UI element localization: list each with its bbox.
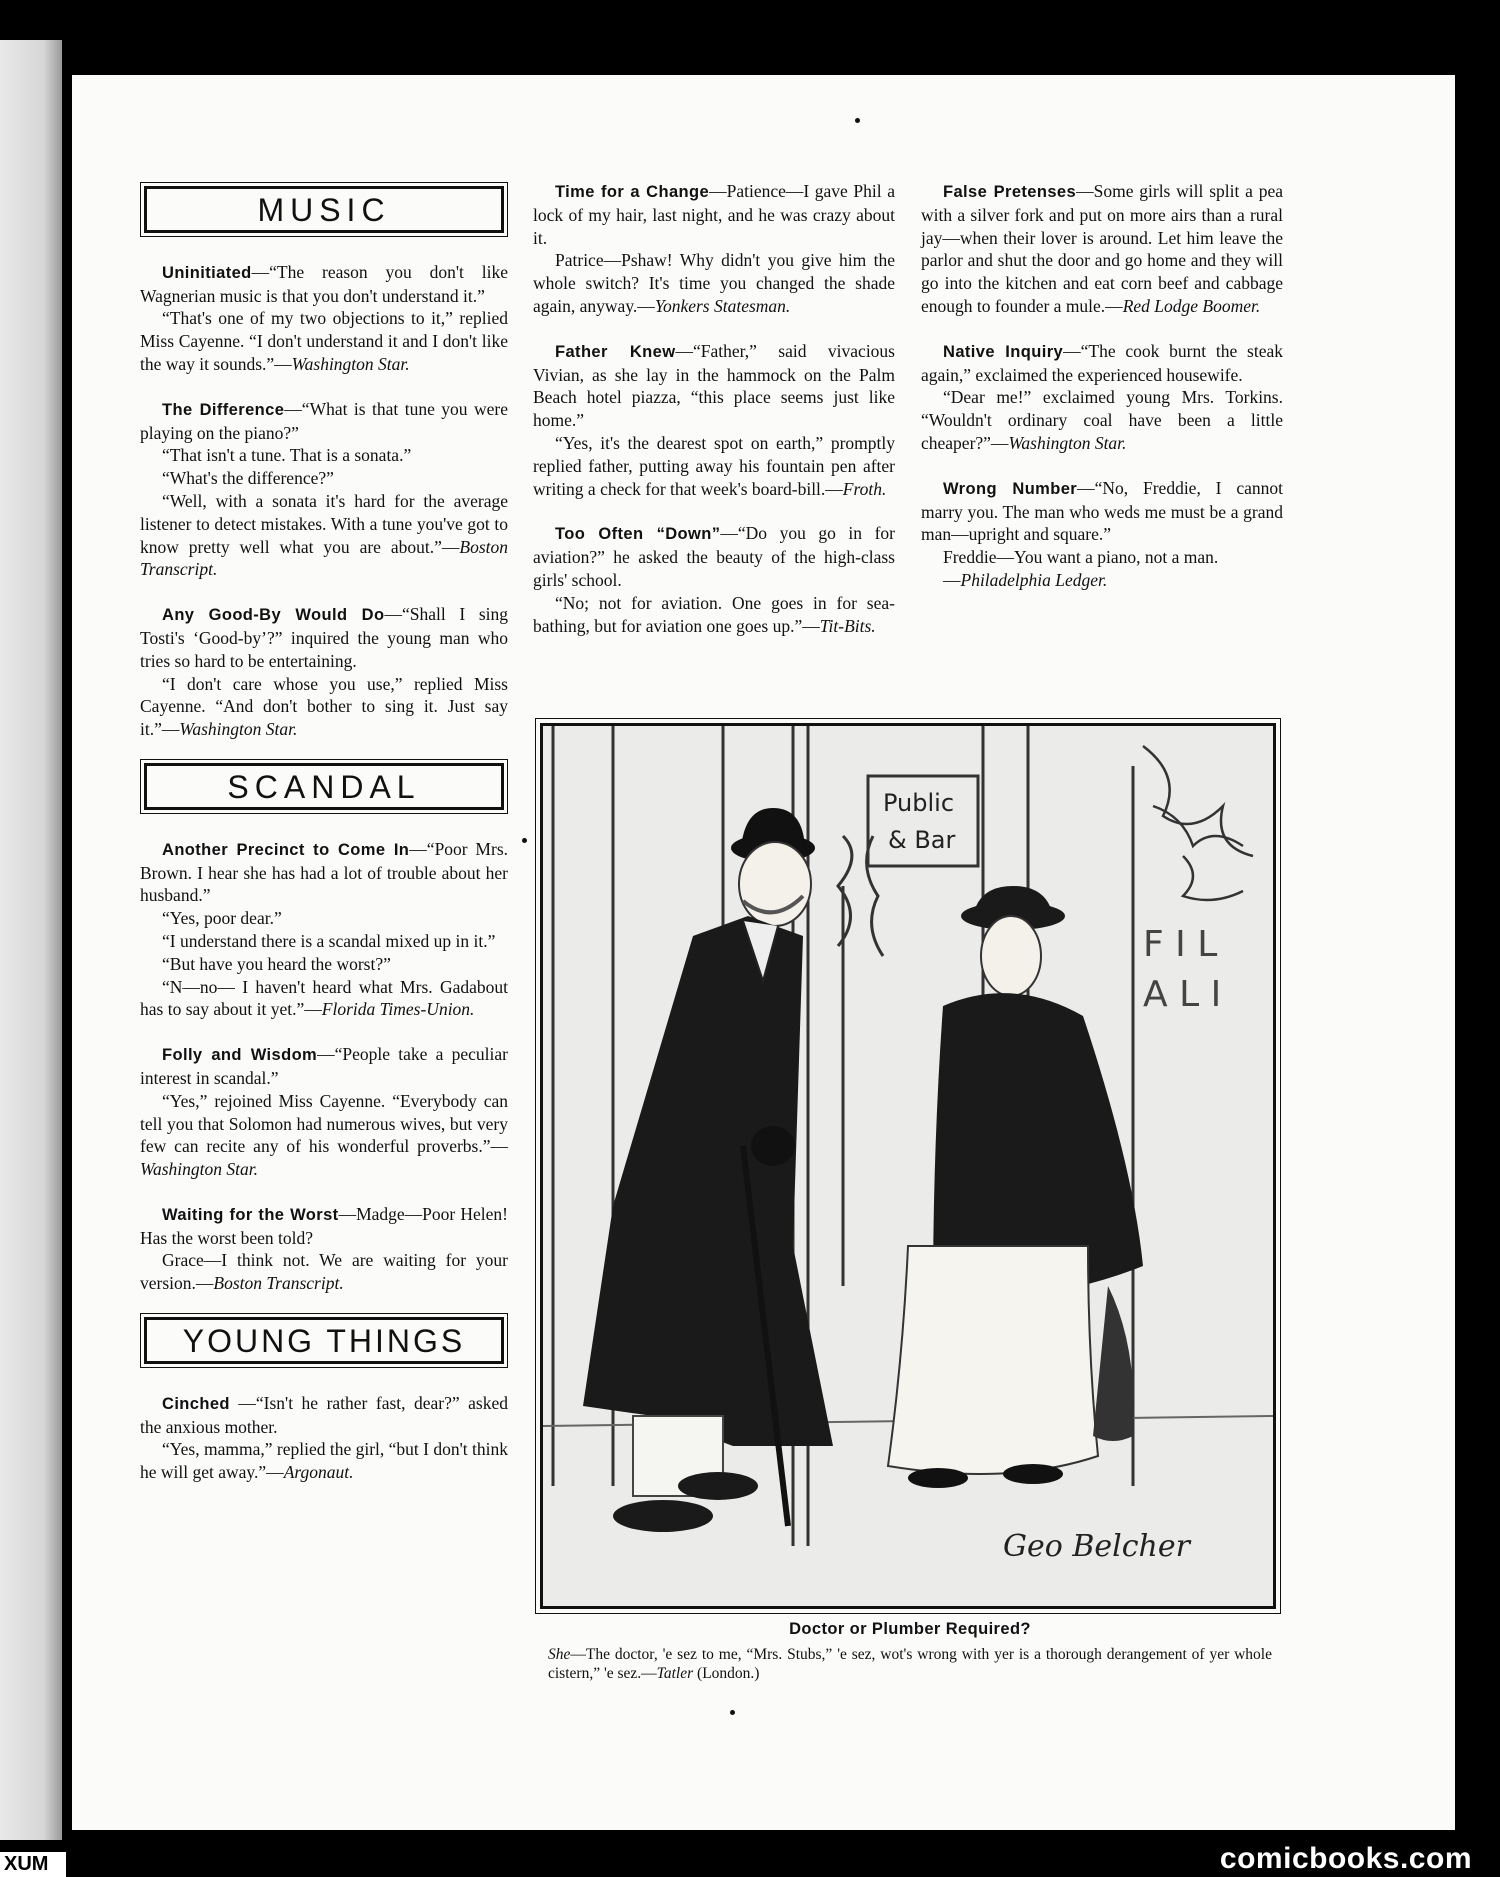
- joke-item: [140, 838, 508, 1021]
- joke-paragraph: [140, 1090, 508, 1181]
- print-mark: [730, 1710, 735, 1715]
- joke-item: [921, 340, 1283, 455]
- section-heading-scandal: SCANDAL: [144, 763, 504, 810]
- joke-text: —“The cook burnt the steak again,” exclaimed the experienced housewife.: [921, 340, 1283, 385]
- joke-text: —“Shall I sing Tosti's ‘Good-by’?” inquired the young man who tries so hard to be entertaining.: [140, 604, 508, 671]
- joke-text: Patrice—Pshaw! Why didn't you give him the whole switch? It's time you changed the shade again, anyway.—: [533, 250, 895, 316]
- joke-source: Boston Transcript.: [140, 536, 508, 580]
- joke-item: [533, 340, 895, 501]
- caption-source: Tatler: [656, 1665, 694, 1682]
- joke-item: [140, 1392, 508, 1484]
- joke-title: Folly and Wisdom: [162, 1046, 318, 1065]
- joke-text: “Dear me!” exclaimed young Mrs. Torkins. “Wouldn't ordinary coal have been a little cheaper?”—: [921, 387, 1283, 453]
- music-jokes: [140, 261, 508, 741]
- joke-text: —Some girls will split a pea with a silver fork and put on more airs than a rural jay—when their lover is around. Let him leave the parlor and shut the door and go home and they will go into the kitchen and eat corn beef and cabbage enough to founder a mule.—: [921, 181, 1283, 316]
- joke-text: “N—no— I haven't heard what Mrs. Gadabout has to say about it yet.”—: [140, 976, 508, 1020]
- joke-text: —Madge—Poor Helen! Has the worst been told?: [140, 1203, 508, 1248]
- joke-item: [140, 1043, 508, 1181]
- joke-title: Cinched: [162, 1394, 230, 1413]
- joke-text: “That's one of my two objections to it,” replied Miss Cayenne. “I don't understand it and I don't like the way it sounds.”—: [140, 308, 508, 374]
- joke-text: “What's the difference?”: [162, 468, 334, 489]
- joke-text: —“Isn't he rather fast, dear?” asked the anxious mother.: [140, 1392, 508, 1437]
- joke-paragraph: [140, 1203, 508, 1250]
- joke-title: Another Precinct to Come In: [162, 840, 410, 859]
- column-1: [140, 182, 508, 1506]
- joke-paragraph: [140, 838, 508, 907]
- joke-item: [533, 522, 895, 637]
- joke-text: —“People take a peculiar interest in scandal.”: [140, 1044, 508, 1088]
- section-heading-music: MUSIC: [144, 186, 504, 233]
- joke-paragraph: [533, 592, 895, 638]
- joke-title: The Difference: [162, 400, 285, 419]
- joke-paragraph: [533, 340, 895, 432]
- column-3: [921, 180, 1283, 614]
- joke-item: [140, 1203, 508, 1295]
- joke-paragraph: [140, 603, 508, 672]
- joke-paragraph: [140, 490, 508, 581]
- wall-letters-2: A L I: [1143, 974, 1222, 1015]
- joke-source: Boston Transcript.: [213, 1273, 344, 1294]
- joke-paragraph: [921, 569, 1283, 592]
- joke-paragraph: [921, 546, 1283, 569]
- joke-paragraph: [140, 467, 508, 490]
- section-heading-young-things: YOUNG THINGS: [144, 1317, 504, 1364]
- joke-paragraph: [140, 976, 508, 1022]
- joke-source: Florida Times-Union.: [321, 999, 475, 1020]
- joke-paragraph: [140, 907, 508, 930]
- joke-text: —“No, Freddie, I cannot marry you. The man who weds me must be a grand man—upright and square.”: [921, 477, 1283, 545]
- print-mark: [522, 838, 527, 843]
- joke-item: [533, 180, 895, 318]
- sign-line-2: & Bar: [888, 826, 956, 854]
- joke-source: Washington Star.: [179, 719, 298, 740]
- joke-paragraph: [533, 432, 895, 500]
- joke-paragraph: [140, 261, 508, 308]
- joke-text: —“The reason you don't like Wagnerian music is that you don't understand it.”: [140, 261, 508, 306]
- artist-signature: Geo Belcher: [1003, 1529, 1190, 1564]
- joke-source: Washington Star.: [291, 353, 410, 374]
- joke-text: “But have you heard the worst?”: [162, 953, 391, 974]
- joke-source: Red Lodge Boomer.: [1122, 295, 1261, 316]
- joke-paragraph: [140, 307, 508, 375]
- cartoon-caption-title: Doctor or Plumber Required?: [789, 1620, 1031, 1638]
- column-2: [533, 180, 895, 659]
- joke-paragraph: [140, 953, 508, 976]
- joke-text: “No; not for aviation. One goes in for sea-bathing, but for aviation one goes up.”—: [533, 592, 895, 636]
- joke-source: Tit-Bits.: [819, 615, 876, 636]
- joke-text: “That isn't a tune. That is a sonata.”: [162, 445, 412, 466]
- joke-text: —“Father,” said vivacious Vivian, as she lay in the hammock on the Palm Beach hotel piazza, “this place seems just like home.”: [533, 340, 895, 431]
- joke-source: Washington Star.: [1008, 432, 1127, 453]
- joke-text: Freddie—You want a piano, not a man.: [943, 547, 1219, 568]
- joke-paragraph: [140, 1438, 508, 1484]
- joke-title: False Pretenses: [943, 183, 1077, 201]
- joke-item: [921, 180, 1283, 318]
- joke-text: “Yes, it's the dearest spot on earth,” promptly replied father, putting away his fountain pen after writing a check for that week's board-bill.—: [533, 432, 895, 499]
- joke-text: “I don't care whose you use,” replied Miss Cayenne. “And don't bother to sing it. Just say it.”—: [140, 673, 508, 740]
- caption-source-place: (London.): [697, 1665, 760, 1682]
- joke-paragraph: [140, 1392, 508, 1439]
- joke-text: —: [943, 569, 961, 590]
- joke-paragraph: [140, 930, 508, 953]
- young-things-jokes: [140, 1392, 508, 1484]
- joke-source: Argonaut.: [283, 1462, 354, 1483]
- joke-text: “I understand there is a scandal mixed up in it.”: [162, 930, 496, 951]
- joke-paragraph: [921, 180, 1283, 318]
- joke-paragraph: [533, 180, 895, 249]
- joke-item: [140, 398, 508, 581]
- joke-title: Uninitiated: [162, 263, 252, 282]
- scandal-jokes: [140, 838, 508, 1295]
- joke-item: [140, 603, 508, 741]
- joke-source: Philadelphia Ledger.: [960, 569, 1108, 590]
- print-mark: [855, 118, 860, 123]
- joke-text: “Yes,” rejoined Miss Cayenne. “Everybody can tell you that Solomon had numerous wives, but very few can recite any of his wonderful proverbs.”—: [140, 1090, 508, 1157]
- cartoon-caption: [548, 1645, 1272, 1683]
- joke-title: Waiting for the Worst: [162, 1205, 339, 1224]
- joke-text: —“What is that tune you were playing on the piano?”: [140, 398, 508, 443]
- joke-paragraph: [533, 522, 895, 591]
- joke-source: Washington Star.: [140, 1159, 258, 1180]
- joke-paragraph: [140, 673, 508, 741]
- joke-item: [921, 477, 1283, 592]
- joke-text: “Well, with a sonata it's hard for the average listener to detect mistakes. With a tune you've got to know pretty well what you are about.”—: [140, 490, 508, 557]
- cartoon-drawing: [543, 726, 1273, 1606]
- joke-text: —“Poor Mrs. Brown. I hear she has had a lot of trouble about her husband.”: [140, 838, 509, 906]
- joke-text: “Yes, poor dear.”: [162, 908, 282, 929]
- joke-title: Any Good-By Would Do: [162, 606, 385, 625]
- joke-text: Grace—I think not. We are waiting for your version.—: [140, 1250, 508, 1294]
- joke-text: “Yes, mamma,” replied the girl, “but I don't think he will get away.”—: [140, 1439, 508, 1483]
- joke-title: Time for a Change: [555, 183, 710, 201]
- caption-speaker: She: [548, 1646, 571, 1663]
- joke-paragraph: [140, 1249, 508, 1295]
- joke-paragraph: [921, 477, 1283, 546]
- joke-title: Wrong Number: [943, 479, 1078, 498]
- joke-item: [140, 261, 508, 376]
- joke-title: Father Knew: [555, 342, 676, 361]
- joke-text: —“Do you go in for aviation?” he asked the beauty of the high-class girls' school.: [533, 523, 895, 590]
- caption-text: —The doctor, 'e sez to me, “Mrs. Stubs,” 'e sez, wot's wrong with yer is a thorough derangement of yer whole cistern,” 'e sez.—: [548, 1646, 1272, 1682]
- joke-text: —Patience—I gave Phil a lock of my hair, last night, and he was crazy about it.: [533, 181, 895, 248]
- joke-source: Froth.: [842, 478, 887, 499]
- joke-paragraph: [140, 398, 508, 445]
- joke-paragraph: [140, 444, 508, 467]
- cartoon-illustration: [540, 723, 1276, 1609]
- joke-source: Yonkers Statesman.: [654, 295, 791, 316]
- joke-paragraph: [140, 1043, 508, 1090]
- watermark: comicbooks.com: [1219, 1842, 1472, 1875]
- corner-tag: XUM: [0, 1852, 66, 1877]
- wall-letters-1: F I L: [1143, 924, 1218, 965]
- left-page-edge: [0, 40, 62, 1870]
- joke-paragraph: [921, 386, 1283, 454]
- joke-title: Native Inquiry: [943, 342, 1064, 361]
- joke-title: Too Often “Down”: [555, 525, 721, 544]
- joke-paragraph: [533, 249, 895, 317]
- sign-line-1: Public: [883, 789, 955, 817]
- joke-paragraph: [921, 340, 1283, 387]
